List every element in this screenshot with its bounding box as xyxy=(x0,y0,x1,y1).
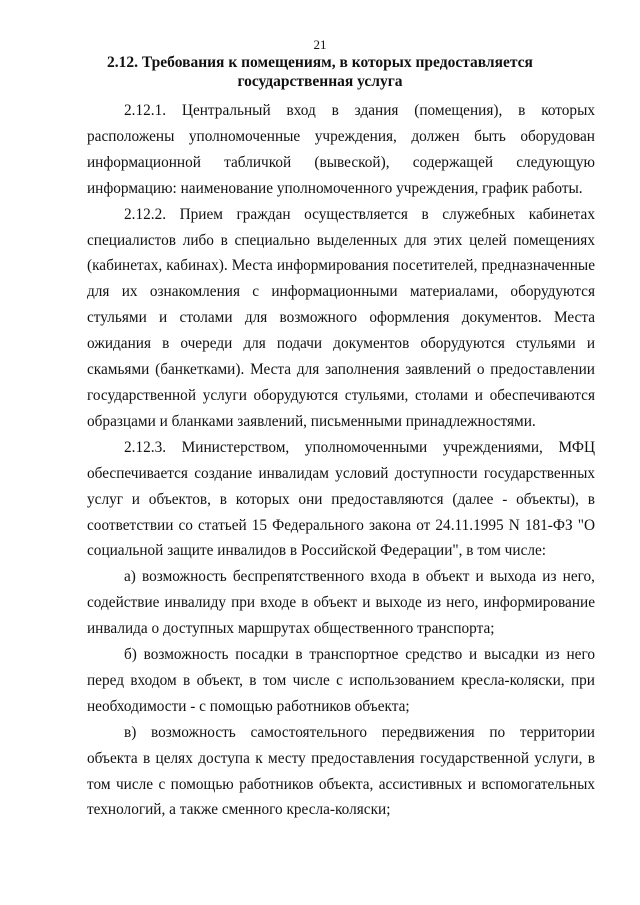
section-heading-line-1: 2.12. Требования к помещениям, в которых предоставляется xyxy=(107,54,533,71)
list-item-b: б) возможность посадки в транспортное средство и высадки из него перед входом в объект, в том числе с использованием кресла-коляски, при необходимости - с помощью работников объекта; xyxy=(87,646,595,715)
paragraph-2-12-2: 2.12.2. Прием граждан осуществляется в служебных кабинетах специалистов либо в специально выделенных для этих целей помещениях (кабинетах, кабинах). Места информирования посетителей, предназначенные для их ознакомления с информационными материалами, оборудуются стульями и столами для возможного оформления документов. Места ожидания в очереди для подачи документов оборудуются стульями и скамьями (банкетками). Места для заполнения заявлений о предоставлении государственной услуги оборудуются стульями, столами и обеспечиваются образцами и бланками заявлений, письменными принадлежностями. xyxy=(87,205,595,430)
list-item-a: а) возможность беспрепятственного входа в объект и выхода из него, содействие инвалиду при входе в объект и выходе из него, информирование инвалида о доступных маршрутах общественного транспорта; xyxy=(87,568,595,638)
page-number: 21 xyxy=(313,37,327,52)
document-body xyxy=(87,98,595,823)
section-heading xyxy=(90,53,550,91)
section-heading-line-2: государственная услуга xyxy=(237,73,403,90)
list-item-v: в) возможность самостоятельного передвижения по территории объекта в целях доступа к месту предоставления государственной услуги, в том числе с помощью работников объекта, ассистивных и вспомогательных технологий, а также сменного кресла-коляски; xyxy=(87,723,595,819)
paragraph-2-12-3: 2.12.3. Министерством, уполномоченными учреждениями, МФЦ обеспечивается создание инвалидам условий доступности государственных услуг и объектов, в которых они предоставляются (далее - объекты), в соответствии со статьей 15 Федерального закона от 24.11.1995 N 181-ФЗ "О социальной защите инвалидов в Российской Федерации", в том числе: xyxy=(87,438,595,560)
paragraph-2-12-1: 2.12.1. Центральный вход в здания (помещения), в которых расположены уполномоченные учреждения, должен быть оборудован информационной табличкой (вывеской), содержащей следующую информацию: наименование уполномоченного учреждения, график работы. xyxy=(87,102,595,197)
